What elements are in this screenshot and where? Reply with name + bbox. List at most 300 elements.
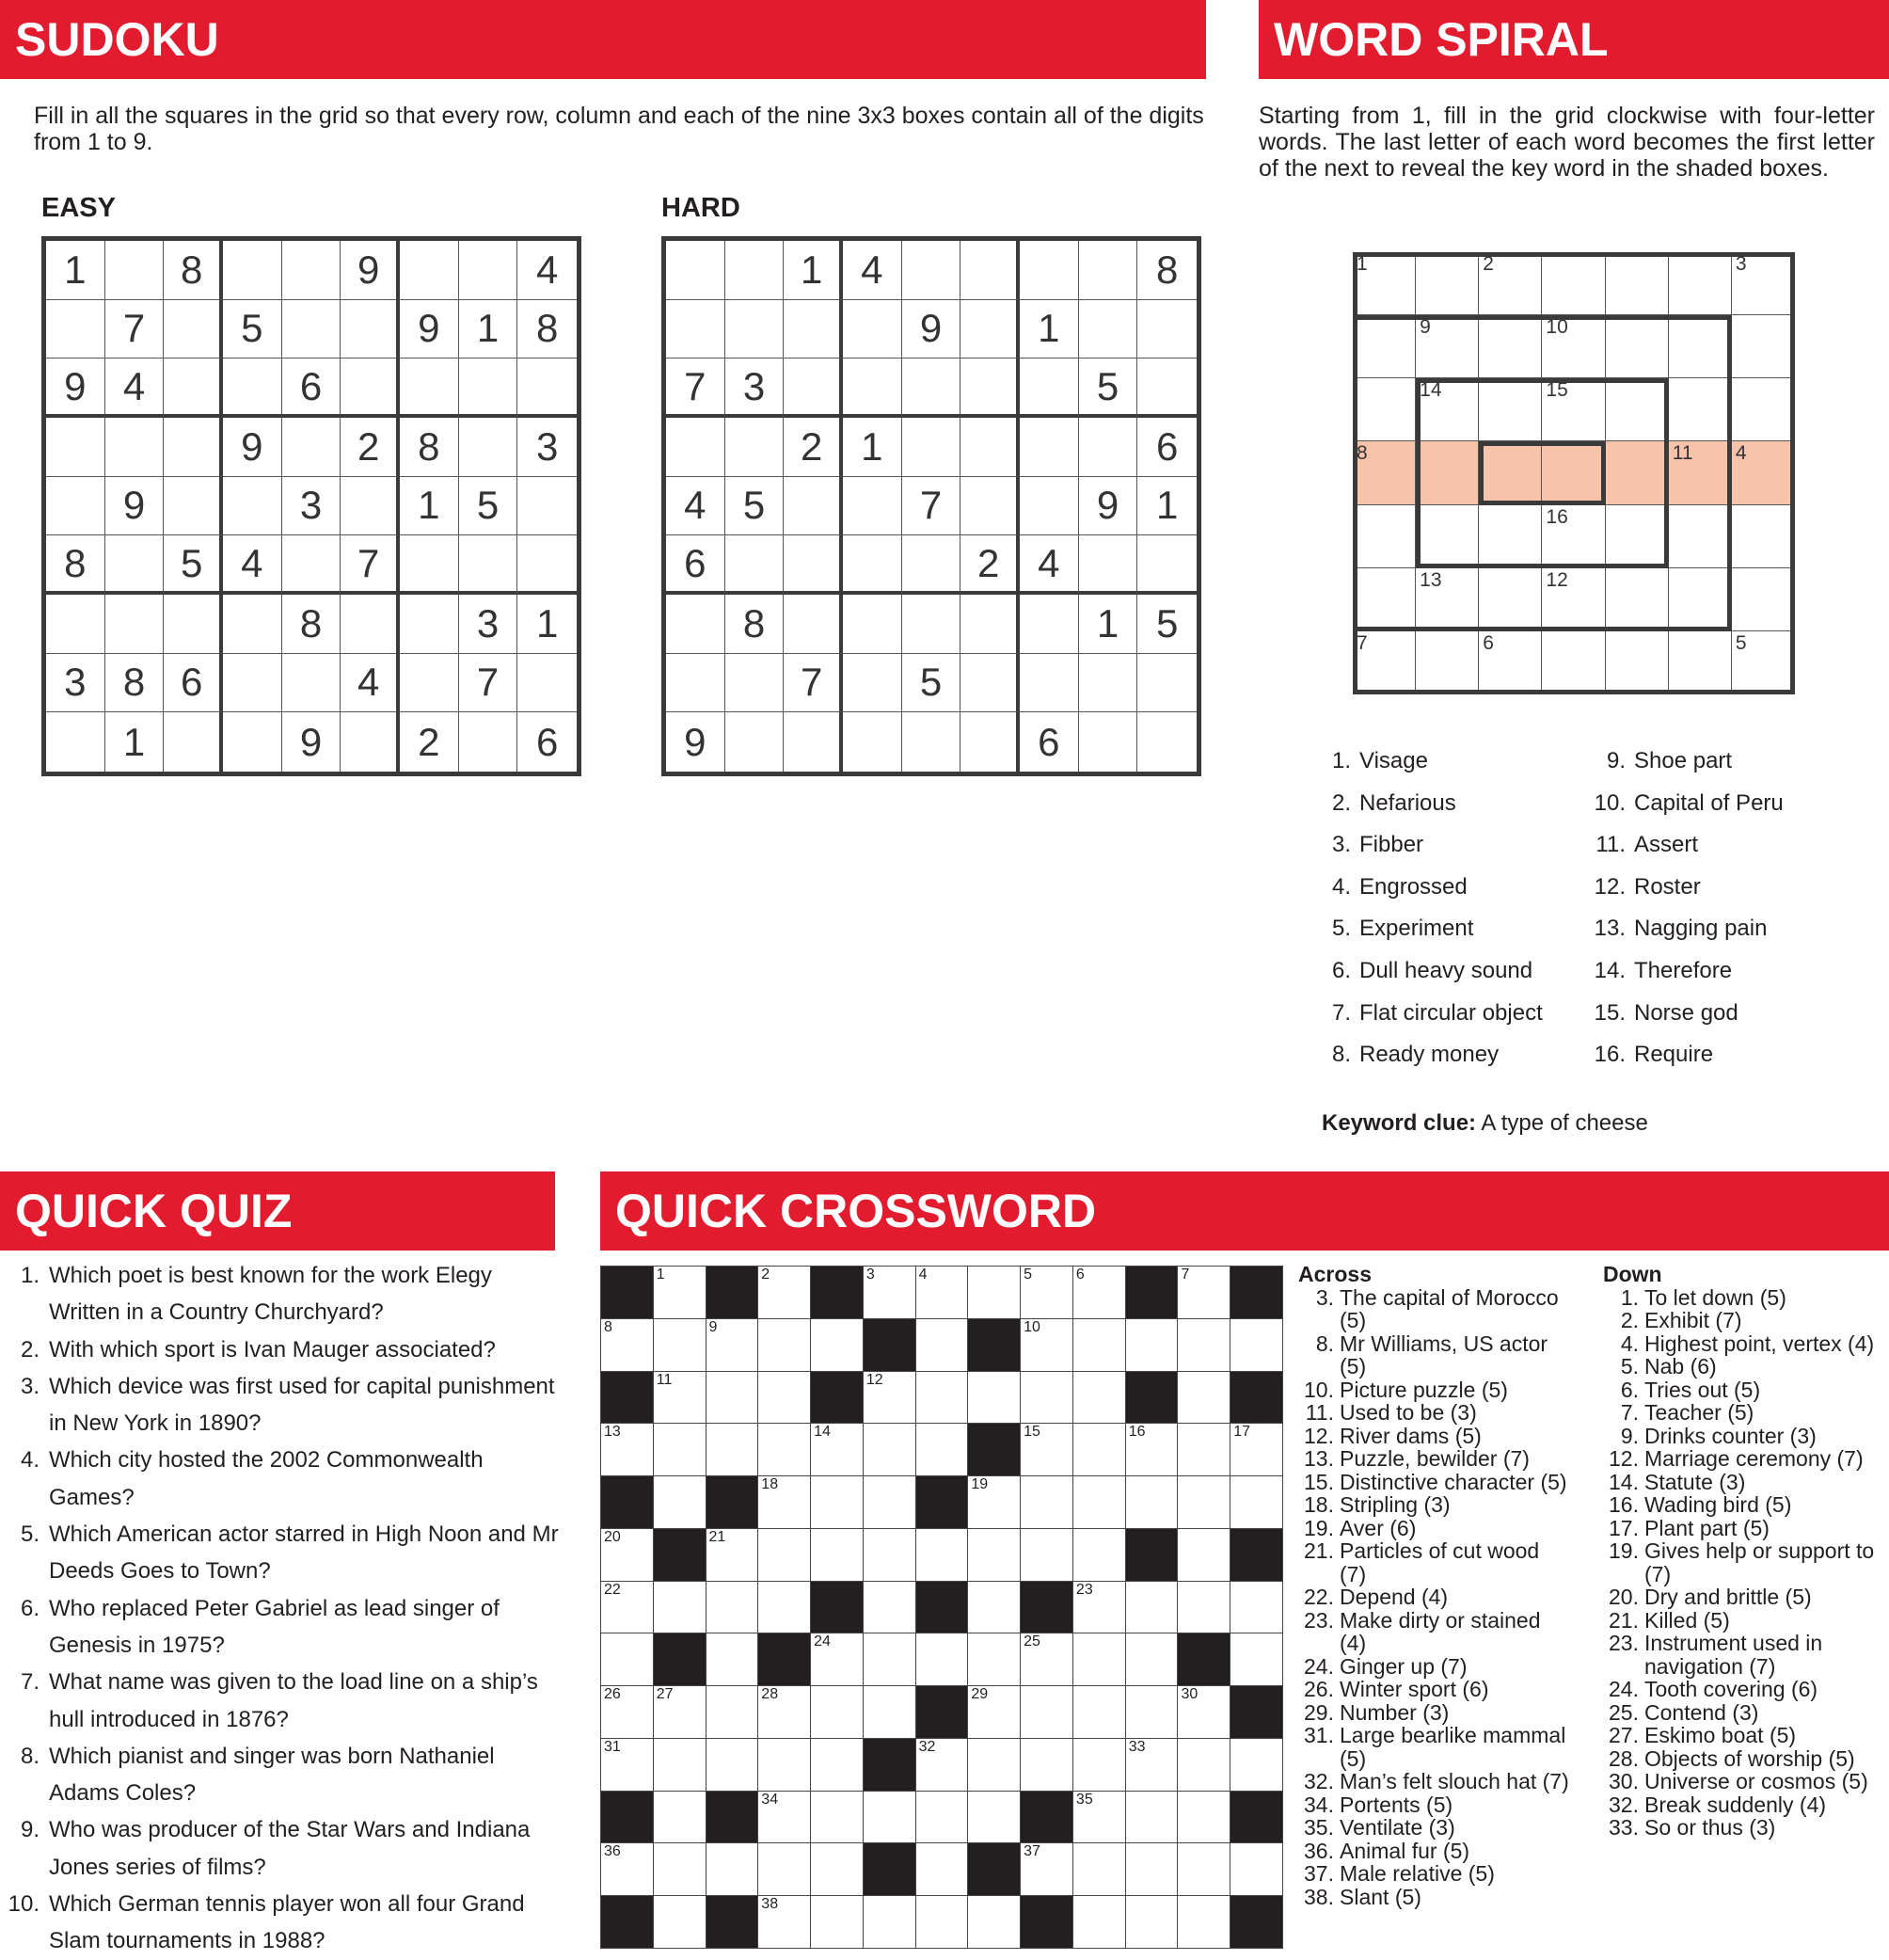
easy-sudoku-cell: 3: [282, 477, 341, 536]
spiral-number: 5: [1735, 631, 1747, 654]
down-clue-number: 7.: [1620, 1400, 1639, 1425]
spiral-shaded-cell: [1479, 441, 1542, 504]
down-clue-number: 12.: [1609, 1446, 1639, 1471]
spiral-shaded-cell: [1542, 441, 1605, 504]
across-clue-text: Winter sport (6): [1340, 1677, 1489, 1701]
hard-sudoku-cell: 4: [666, 477, 725, 536]
across-clue-number: 10.: [1304, 1377, 1334, 1402]
spiral-clue-text: Require: [1634, 1042, 1714, 1068]
down-clue: [1603, 1355, 1885, 1378]
easy-sudoku-cell: [459, 712, 518, 772]
crossword-cell: [1230, 1582, 1283, 1634]
across-clue: [1298, 1586, 1571, 1609]
spiral-clue-number: 3.: [1331, 832, 1351, 858]
easy-sudoku-cell: 9: [341, 241, 400, 300]
spiral-number: 16: [1546, 505, 1568, 528]
easy-sudoku-cell: 1: [517, 595, 577, 654]
crossword-black-cell: [1230, 1896, 1283, 1949]
easy-sudoku-cell: 7: [105, 300, 165, 359]
crossword-cell: [654, 1267, 706, 1319]
crossword-cell: [1021, 1739, 1073, 1792]
hard-sudoku-cell: [902, 418, 961, 477]
easy-sudoku-cell: 8: [164, 241, 223, 300]
down-clue-number: 24.: [1609, 1677, 1639, 1701]
down-clue: [1603, 1724, 1885, 1747]
crossword-cell-number: 8: [604, 1318, 612, 1335]
hard-sudoku-cell: [725, 535, 785, 595]
down-clue-text: Tries out (5): [1644, 1377, 1761, 1402]
across-clue: [1298, 1770, 1571, 1793]
hard-sudoku-cell: 2: [960, 535, 1020, 595]
spiral-clue-number: 15.: [1594, 999, 1626, 1026]
down-clue-text: Instrument used in navigation (7): [1644, 1631, 1823, 1679]
quiz-question: [8, 1331, 563, 1368]
hard-sudoku-cell: [843, 535, 902, 595]
crossword-cell: [1073, 1633, 1126, 1686]
hard-sudoku-cell: [1020, 418, 1079, 477]
easy-label: EASY: [41, 193, 116, 223]
down-clue-number: 23.: [1609, 1631, 1639, 1655]
hard-sudoku-cell: 4: [1020, 535, 1079, 595]
crossword-cell-number: 7: [1181, 1267, 1190, 1283]
across-clue: [1298, 1724, 1571, 1770]
spiral-cell: [1732, 315, 1795, 378]
crossword-cell: [916, 1319, 969, 1372]
spiral-clues-right: [1590, 741, 1784, 1076]
down-clue-number: 4.: [1620, 1331, 1639, 1356]
crossword-black-cell: [811, 1372, 864, 1425]
easy-sudoku-cell: [105, 535, 165, 595]
hard-sudoku-cell: 5: [1137, 595, 1197, 654]
crossword-cell: [1230, 1424, 1283, 1476]
keyword-clue-label: Keyword clue:: [1322, 1110, 1477, 1136]
down-clue: [1603, 1747, 1885, 1771]
spiral-clue: [1590, 908, 1784, 950]
crossword-cell-number: 29: [971, 1686, 989, 1703]
spiral-cell: [1669, 631, 1732, 694]
spiral-cell: [1542, 252, 1605, 315]
spiral-cell: [1416, 568, 1479, 631]
across-clue-text: Male relative (5): [1340, 1861, 1495, 1886]
hard-sudoku-cell: 7: [666, 359, 725, 418]
down-clues: [1603, 1263, 1885, 1840]
quiz-question-number: 6.: [20, 1595, 40, 1621]
crossword-cell: [916, 1424, 969, 1476]
hard-sudoku-cell: [725, 654, 785, 713]
easy-sudoku-cell: 1: [459, 300, 518, 359]
easy-sudoku-grid: [41, 236, 581, 776]
easy-sudoku-cell: [282, 300, 341, 359]
spiral-shaded-cell: [1353, 441, 1416, 504]
down-clue: [1603, 1632, 1885, 1678]
spiral-clue: [1326, 783, 1543, 825]
down-clue-text: Exhibit (7): [1644, 1308, 1742, 1332]
hard-sudoku-cell: 5: [902, 654, 961, 713]
hard-sudoku-cell: [1079, 241, 1138, 300]
quiz-question-number: 7.: [20, 1669, 40, 1696]
crossword-cell-number: 16: [1128, 1424, 1146, 1441]
across-clue: [1298, 1401, 1571, 1425]
easy-sudoku-cell: [105, 418, 165, 477]
spiral-clue-text: Ready money: [1359, 1042, 1500, 1068]
hard-sudoku-cell: [902, 712, 961, 772]
across-clue: [1298, 1471, 1571, 1494]
across-clue-text: Puzzle, bewilder (7): [1340, 1446, 1530, 1471]
crossword-cell: [811, 1476, 864, 1529]
easy-sudoku-cell: [282, 241, 341, 300]
quiz-question: [8, 1368, 563, 1442]
crossword-cell: [968, 1529, 1021, 1582]
crossword-cell: [758, 1476, 811, 1529]
crossword-black-cell: [968, 1843, 1021, 1896]
across-clue: [1298, 1886, 1571, 1909]
crossword-cell: [1178, 1267, 1230, 1319]
spiral-clue-text: Therefore: [1634, 957, 1733, 983]
crossword-cell: [1073, 1267, 1126, 1319]
down-clue: [1603, 1586, 1885, 1609]
spiral-cell: [1542, 568, 1605, 631]
across-clue: [1298, 1678, 1571, 1701]
across-clue-number: 35.: [1304, 1815, 1334, 1840]
spiral-shaded-cell: [1416, 441, 1479, 504]
spiral-cell: [1353, 252, 1416, 315]
easy-sudoku-cell: [400, 595, 459, 654]
crossword-cell: [706, 1633, 759, 1686]
crossword-cell-number: 3: [865, 1267, 875, 1283]
crossword-black-cell: [1126, 1267, 1179, 1319]
across-clue-text: Depend (4): [1340, 1585, 1449, 1609]
crossword-cell-number: 10: [1024, 1318, 1040, 1335]
quiz-question-text: Which German tennis player won all four Grand Slam tournaments in 1988?: [49, 1891, 525, 1954]
crossword-cell: [968, 1372, 1021, 1425]
quiz-question: [8, 1886, 563, 1960]
crossword-cell: [1178, 1424, 1230, 1476]
crossword-cell: [811, 1792, 864, 1844]
across-clue-number: 36.: [1304, 1838, 1334, 1863]
hard-label: HARD: [661, 193, 740, 223]
quiz-question: [8, 1738, 563, 1812]
spiral-clue: [1326, 824, 1543, 867]
across-clue-text: The capital of Morocco (5): [1340, 1284, 1559, 1332]
crossword-black-cell: [916, 1686, 969, 1739]
crossword-black-cell: [601, 1792, 654, 1844]
hard-sudoku-cell: [666, 654, 725, 713]
easy-sudoku-cell: [46, 595, 105, 654]
across-clue-number: 22.: [1304, 1585, 1334, 1609]
easy-sudoku-cell: 7: [459, 654, 518, 713]
quick-crossword-banner: QUICK CROSSWORD: [600, 1171, 1889, 1251]
spiral-cell: [1669, 252, 1732, 315]
across-clue-text: Number (3): [1340, 1699, 1450, 1725]
hard-sudoku-cell: [960, 595, 1020, 654]
easy-sudoku-cell: [459, 418, 518, 477]
crossword-cell: [864, 1424, 916, 1476]
crossword-black-cell: [1021, 1792, 1073, 1844]
spiral-cell: [1732, 252, 1795, 315]
down-clue: [1603, 1678, 1885, 1701]
spiral-cell: [1353, 631, 1416, 694]
crossword-cell: [706, 1739, 759, 1792]
easy-sudoku-cell: [400, 359, 459, 418]
crossword-cell-number: 21: [708, 1528, 726, 1545]
hard-sudoku-cell: 6: [666, 535, 725, 595]
hard-sudoku-cell: 6: [1020, 712, 1079, 772]
down-clue: [1603, 1471, 1885, 1494]
crossword-cell: [1021, 1476, 1073, 1529]
crossword-cell: [811, 1633, 864, 1686]
crossword-black-cell: [758, 1633, 811, 1686]
hard-sudoku-cell: 4: [843, 241, 902, 300]
hard-sudoku-cell: [1079, 654, 1138, 713]
crossword-cell: [916, 1372, 969, 1425]
crossword-cell-number: 17: [1233, 1424, 1251, 1441]
across-clue-number: 3.: [1315, 1284, 1334, 1310]
down-clue-text: Tooth covering (6): [1644, 1677, 1818, 1701]
across-clue: [1298, 1493, 1571, 1517]
spiral-clue-number: 1.: [1331, 748, 1351, 773]
quiz-question-number: 4.: [20, 1447, 40, 1474]
spiral-clue-text: Assert: [1634, 832, 1699, 858]
hard-sudoku-cell: 7: [902, 477, 961, 536]
crossword-cell: [1126, 1319, 1179, 1372]
down-clue: [1603, 1539, 1885, 1586]
across-clue-number: 29.: [1304, 1699, 1334, 1725]
spiral-cell: [1542, 315, 1605, 378]
spiral-clue-text: Fibber: [1359, 832, 1424, 858]
crossword-cell: [601, 1686, 654, 1739]
crossword-cell: [1073, 1896, 1126, 1949]
crossword-cell: [654, 1739, 706, 1792]
crossword-cell: [968, 1896, 1021, 1949]
crossword-cell-number: 31: [604, 1738, 621, 1755]
across-clue-text: Man’s felt slouch hat (7): [1340, 1769, 1569, 1793]
crossword-black-cell: [864, 1843, 916, 1896]
down-clue-number: 30.: [1609, 1769, 1639, 1793]
down-clue-number: 9.: [1620, 1423, 1639, 1448]
hard-sudoku-cell: [902, 535, 961, 595]
crossword-cell: [1126, 1633, 1179, 1686]
crossword-cell: [1178, 1843, 1230, 1896]
down-clue-number: 27.: [1609, 1723, 1639, 1747]
spiral-cell: [1732, 568, 1795, 631]
spiral-cell: [1416, 631, 1479, 694]
spiral-cell: [1353, 505, 1416, 568]
crossword-cell: [1178, 1476, 1230, 1529]
across-clue-number: 32.: [1304, 1769, 1334, 1793]
crossword-cell: [1073, 1529, 1126, 1582]
crossword-cell: [1073, 1476, 1126, 1529]
crossword-cell-number: 33: [1128, 1738, 1146, 1755]
across-heading: Across: [1298, 1262, 1372, 1286]
crossword-cell: [1126, 1843, 1179, 1896]
crossword-cell-number: 2: [761, 1267, 770, 1283]
down-clue: [1603, 1401, 1885, 1425]
down-clue-number: 14.: [1609, 1469, 1639, 1494]
spiral-cell: [1479, 252, 1542, 315]
hard-sudoku-cell: [784, 359, 843, 418]
crossword-cell: [706, 1372, 759, 1425]
crossword-cell-number: 37: [1024, 1843, 1040, 1860]
hard-sudoku-cell: [843, 712, 902, 772]
down-clue-text: Break suddenly (4): [1644, 1792, 1827, 1817]
easy-sudoku-cell: [400, 241, 459, 300]
crossword-cell: [1126, 1896, 1179, 1949]
crossword-cell-number: 4: [918, 1267, 928, 1283]
easy-sudoku-cell: 4: [341, 654, 400, 713]
across-clue-number: 38.: [1304, 1884, 1334, 1909]
across-clue-number: 34.: [1304, 1792, 1334, 1817]
hard-sudoku-cell: 8: [1137, 241, 1197, 300]
down-clue-text: So or thus (3): [1644, 1815, 1776, 1840]
crossword-cell-number: 24: [814, 1633, 831, 1650]
crossword-cell: [916, 1633, 969, 1686]
spiral-cell: [1606, 505, 1669, 568]
across-clue: [1298, 1701, 1571, 1725]
crossword-cell: [1021, 1424, 1073, 1476]
crossword-cell: [706, 1686, 759, 1739]
down-clue-number: 33.: [1609, 1815, 1639, 1840]
spiral-number: 7: [1357, 631, 1368, 654]
spiral-number: 2: [1483, 253, 1494, 275]
spiral-clue-text: Flat circular object: [1359, 999, 1543, 1026]
hard-sudoku-cell: [1020, 359, 1079, 418]
crossword-cell: [864, 1476, 916, 1529]
crossword-cell: [601, 1739, 654, 1792]
crossword-cell: [706, 1582, 759, 1634]
across-clue-number: 21.: [1304, 1538, 1334, 1563]
hard-sudoku-cell: [960, 418, 1020, 477]
spiral-number: 15: [1546, 379, 1568, 402]
crossword-cell: [1073, 1582, 1126, 1634]
quiz-question: [8, 1442, 563, 1516]
across-clue-number: 37.: [1304, 1861, 1334, 1886]
easy-sudoku-cell: [517, 477, 577, 536]
crossword-cell: [654, 1476, 706, 1529]
down-clue-number: 5.: [1620, 1354, 1639, 1378]
down-clue-text: Teacher (5): [1644, 1400, 1754, 1425]
hard-sudoku-cell: [1020, 654, 1079, 713]
spiral-cell: [1479, 505, 1542, 568]
crossword-cell-number: 23: [1075, 1581, 1093, 1598]
spiral-cell: [1479, 568, 1542, 631]
quiz-question-list: [8, 1257, 563, 1960]
hard-sudoku-cell: [784, 595, 843, 654]
across-clue-number: 12.: [1304, 1423, 1334, 1448]
crossword-black-cell: [968, 1319, 1021, 1372]
easy-sudoku-cell: 2: [341, 418, 400, 477]
crossword-cell: [968, 1267, 1021, 1319]
crossword-cell: [601, 1843, 654, 1896]
easy-sudoku-cell: 3: [517, 418, 577, 477]
crossword-cell: [1230, 1476, 1283, 1529]
easy-sudoku-cell: [282, 654, 341, 713]
easy-sudoku-cell: [164, 359, 223, 418]
quick-quiz-banner: QUICK QUIZ: [0, 1171, 555, 1251]
spiral-cell: [1479, 631, 1542, 694]
quiz-question: [8, 1257, 563, 1331]
easy-sudoku-cell: 8: [282, 595, 341, 654]
crossword-cell: [1126, 1582, 1179, 1634]
across-clues: [1298, 1263, 1571, 1908]
spiral-clue-text: Roster: [1634, 873, 1701, 900]
quiz-question-text: What name was given to the load line on a ship’s hull introduced in 1876?: [49, 1669, 538, 1732]
across-clue: [1298, 1539, 1571, 1586]
down-heading: Down: [1603, 1262, 1662, 1286]
crossword-cell: [1230, 1739, 1283, 1792]
spiral-cell: [1669, 315, 1732, 378]
crossword-black-cell: [811, 1267, 864, 1319]
down-clue-text: Plant part (5): [1644, 1515, 1770, 1540]
easy-sudoku-cell: [459, 359, 518, 418]
crossword-cell: [758, 1792, 811, 1844]
crossword-cell: [1021, 1267, 1073, 1319]
easy-sudoku-cell: [46, 418, 105, 477]
spiral-cell: [1542, 378, 1605, 441]
spiral-number: 14: [1420, 379, 1442, 402]
across-clue-number: 23.: [1304, 1607, 1334, 1633]
crossword-cell: [758, 1686, 811, 1739]
spiral-clue-number: 4.: [1331, 873, 1351, 900]
crossword-cell: [1073, 1424, 1126, 1476]
easy-sudoku-cell: [164, 712, 223, 772]
crossword-black-cell: [1230, 1792, 1283, 1844]
across-clue: [1298, 1655, 1571, 1679]
crossword-cell-number: 19: [971, 1476, 989, 1493]
easy-sudoku-cell: [223, 477, 282, 536]
hard-sudoku-cell: [784, 477, 843, 536]
across-clue-text: Ginger up (7): [1340, 1653, 1468, 1679]
hard-sudoku-grid: [661, 236, 1201, 776]
crossword-cell-number: 15: [1024, 1424, 1040, 1441]
across-clue-text: Picture puzzle (5): [1340, 1377, 1508, 1402]
across-clue: [1298, 1332, 1571, 1378]
easy-sudoku-cell: 7: [341, 535, 400, 595]
across-clue-number: 11.: [1305, 1400, 1334, 1425]
easy-sudoku-cell: [341, 595, 400, 654]
crossword-cell-number: 26: [604, 1686, 621, 1703]
across-clue-text: River dams (5): [1340, 1423, 1482, 1448]
down-clue-text: Highest point, vertex (4): [1644, 1331, 1875, 1356]
easy-sudoku-cell: [223, 654, 282, 713]
across-clue-text: Slant (5): [1340, 1884, 1421, 1909]
easy-sudoku-cell: [400, 535, 459, 595]
hard-sudoku-cell: 9: [902, 300, 961, 359]
spiral-cell: [1479, 315, 1542, 378]
hard-sudoku-cell: 9: [666, 712, 725, 772]
crossword-cell: [968, 1792, 1021, 1844]
crossword-black-cell: [654, 1633, 706, 1686]
hard-sudoku-cell: [1137, 359, 1197, 418]
easy-sudoku-cell: 8: [46, 535, 105, 595]
crossword-cell: [1073, 1792, 1126, 1844]
easy-sudoku-cell: 8: [105, 654, 165, 713]
spiral-cell: [1669, 378, 1732, 441]
down-clue: [1603, 1517, 1885, 1540]
crossword-cell: [601, 1529, 654, 1582]
crossword-cell: [1230, 1843, 1283, 1896]
hard-sudoku-cell: [960, 241, 1020, 300]
quiz-question-text: Which American actor starred in High Noon and Mr Deeds Goes to Town?: [49, 1522, 559, 1585]
easy-sudoku-cell: 9: [105, 477, 165, 536]
hard-sudoku-cell: [784, 712, 843, 772]
spiral-clue: [1590, 1034, 1784, 1076]
hard-sudoku-cell: [960, 654, 1020, 713]
hard-sudoku-cell: [1079, 418, 1138, 477]
spiral-clue-number: 12.: [1594, 873, 1626, 900]
crossword-black-cell: [1126, 1529, 1179, 1582]
crossword-cell: [811, 1896, 864, 1949]
crossword-cell: [916, 1896, 969, 1949]
